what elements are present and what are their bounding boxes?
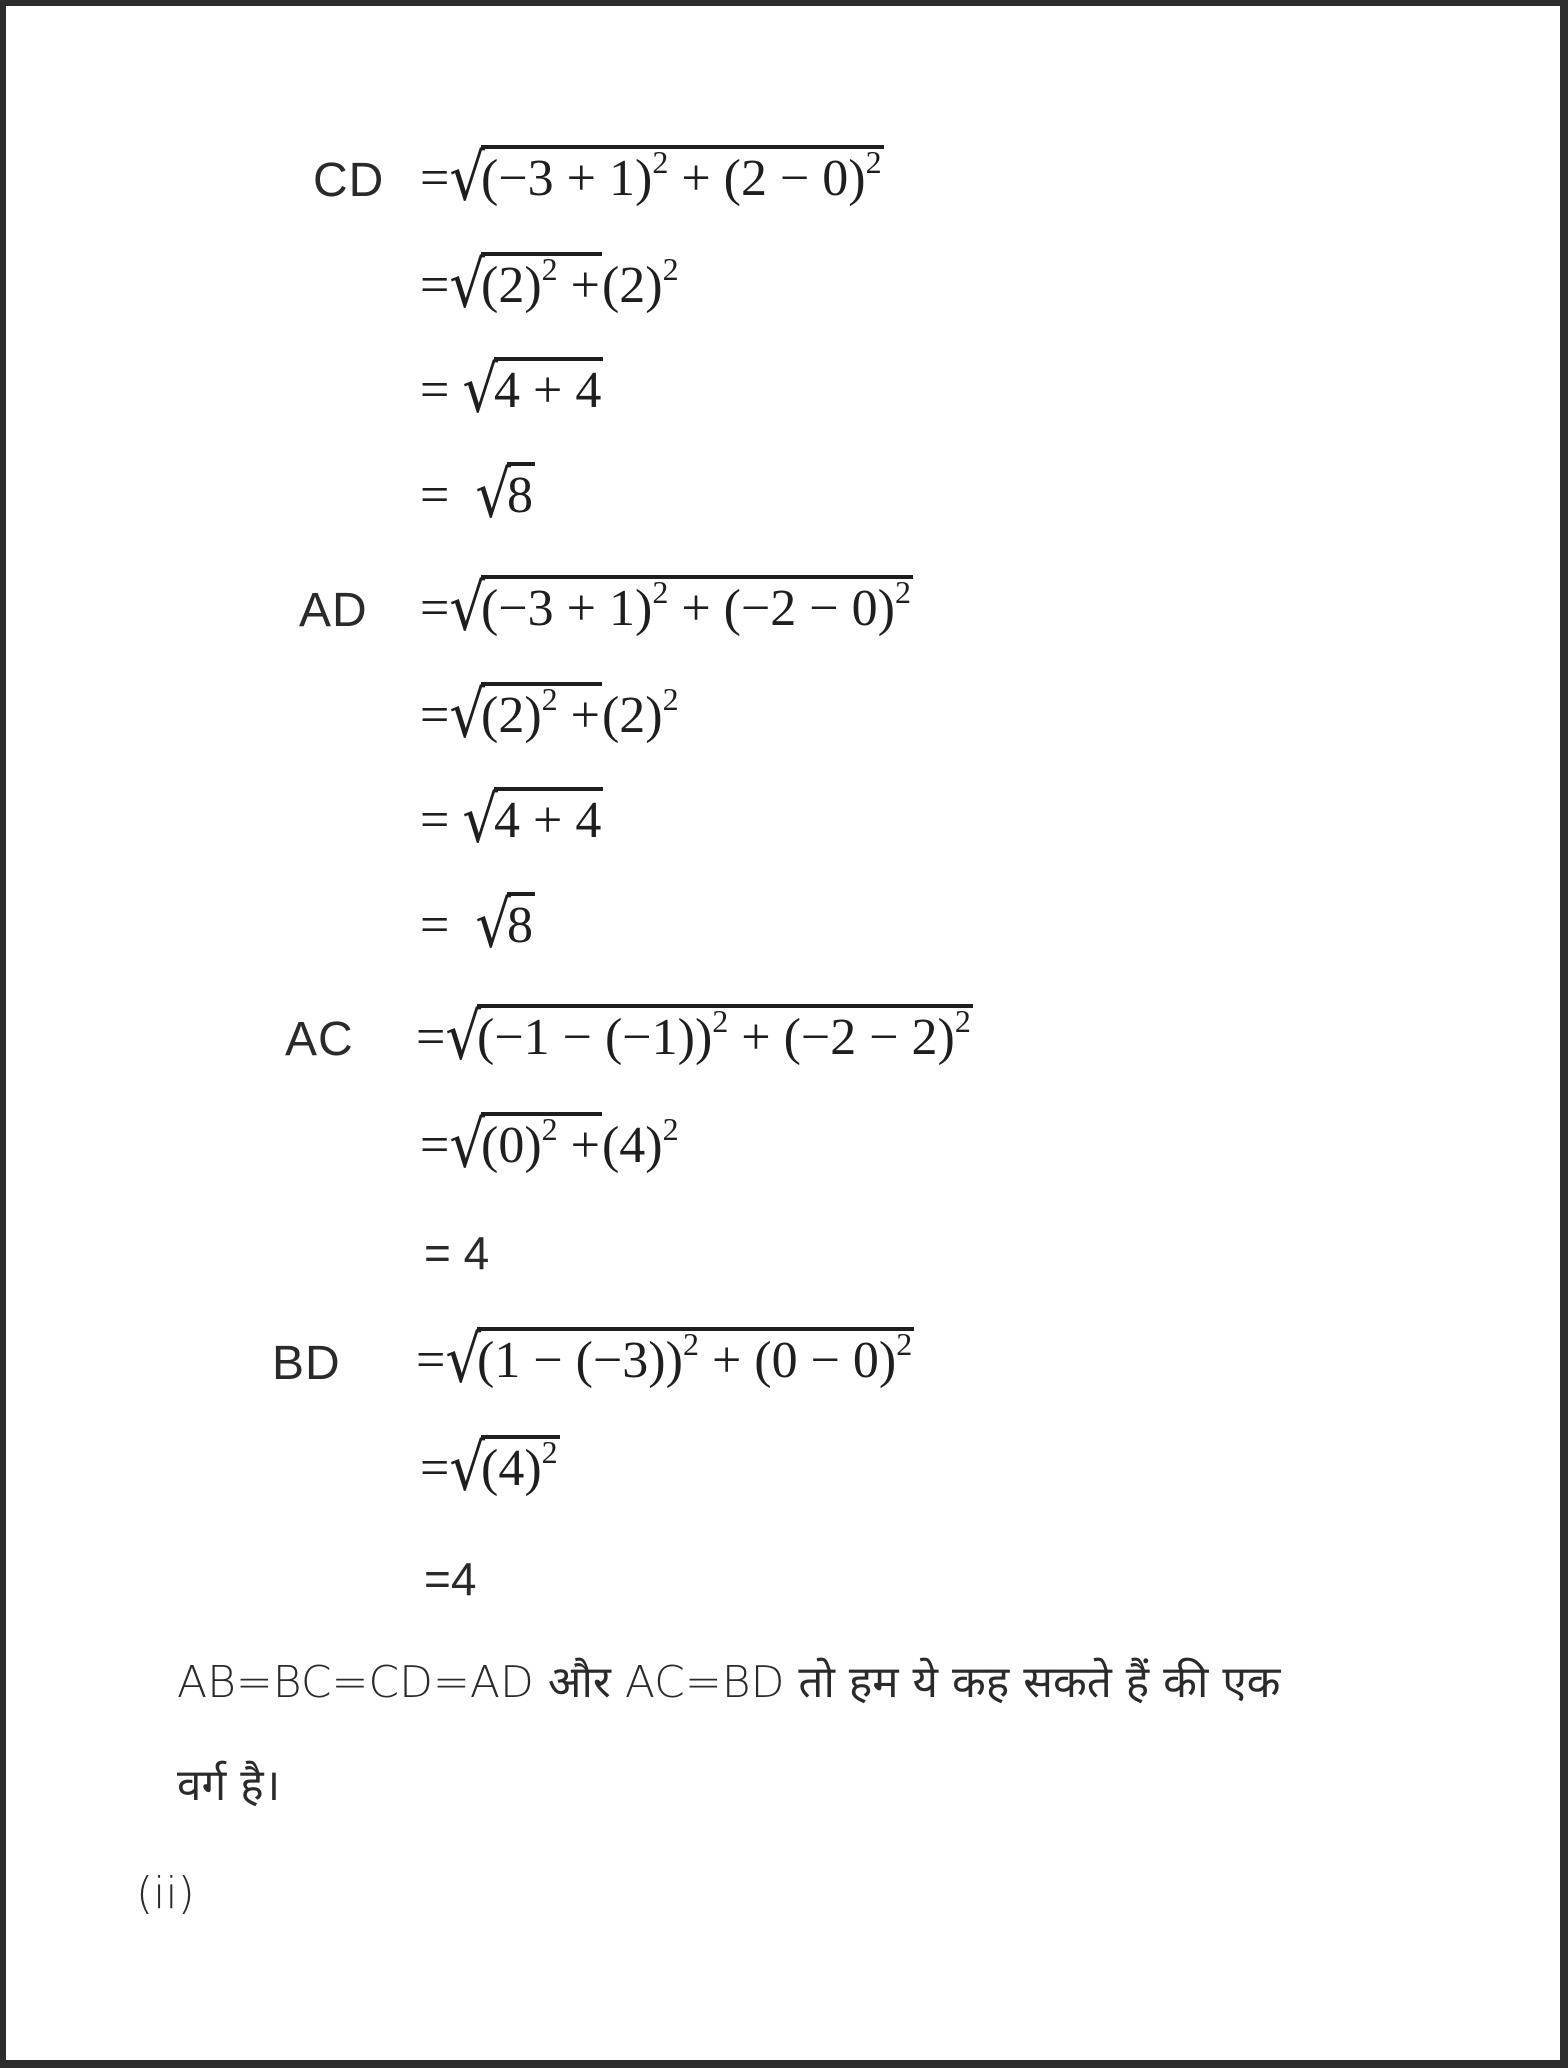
radicand: 8 bbox=[507, 892, 535, 952]
equals-sign: = bbox=[420, 687, 450, 744]
ad-step-2 bbox=[420, 677, 679, 753]
radical bbox=[449, 140, 883, 216]
document-page bbox=[6, 6, 1560, 2060]
equals-sign: = bbox=[420, 580, 450, 637]
radical-icon: √ bbox=[462, 782, 499, 858]
bd-result: =4 bbox=[424, 1553, 477, 1605]
bd-step-1 bbox=[416, 1322, 914, 1398]
radical-icon: √ bbox=[475, 457, 512, 533]
radicand: $(2)^2$ + bbox=[481, 681, 600, 744]
outside-term: $(4)^2$ bbox=[601, 1111, 679, 1174]
radicand: $(0)^2$ + bbox=[481, 1111, 600, 1174]
radical bbox=[475, 887, 535, 963]
radicand: $(2)^2$ + bbox=[481, 251, 600, 314]
radical-icon: √ bbox=[449, 1430, 486, 1506]
equals-sign: = bbox=[420, 362, 463, 419]
radical bbox=[449, 1430, 559, 1506]
outside-term: $(2)^2$ bbox=[601, 251, 679, 314]
radicand: 4 + 4 bbox=[494, 357, 603, 417]
radicand: $(-3 + 1)^2 + (-2 - 0)^2$ bbox=[481, 574, 911, 637]
radical bbox=[449, 677, 602, 753]
radical bbox=[462, 352, 603, 428]
cd-step-2 bbox=[420, 247, 679, 323]
cd-step-4 bbox=[420, 457, 535, 533]
radical bbox=[475, 457, 535, 533]
outside-term: $(2)^2$ bbox=[601, 681, 679, 744]
bd-step-2 bbox=[420, 1430, 560, 1506]
conclusion-line-1: AB=BC=CD=AD और AC=BD तो हम ये कह सकते हैं की एक bbox=[177, 1657, 1281, 1708]
radical-icon: √ bbox=[462, 352, 499, 428]
equals-sign: = bbox=[420, 467, 476, 524]
equals-sign: = bbox=[416, 1332, 446, 1389]
radical-icon: √ bbox=[449, 677, 486, 753]
cd-step-3 bbox=[420, 352, 603, 428]
ad-step-1 bbox=[420, 570, 913, 646]
equals-sign: = bbox=[420, 1440, 450, 1497]
radicand: $(-1 - (-1))^2 + (-2 - 2)^2$ bbox=[477, 1003, 971, 1066]
radical-icon: √ bbox=[449, 140, 486, 216]
radicand: $(1 - (-3))^2 + (0 - 0)^2$ bbox=[477, 1326, 913, 1389]
radical bbox=[449, 570, 913, 646]
equals-sign: = bbox=[420, 150, 450, 207]
radical bbox=[462, 782, 603, 858]
radicand: 8 bbox=[507, 462, 535, 522]
ac-result: = 4 bbox=[424, 1227, 490, 1279]
segment-label-ac: AC bbox=[285, 1013, 354, 1066]
ac-step-1 bbox=[416, 999, 973, 1075]
cd-step-1 bbox=[420, 140, 884, 216]
ad-step-4 bbox=[420, 887, 535, 963]
radical-icon: √ bbox=[449, 1107, 486, 1183]
ad-step-3 bbox=[420, 782, 603, 858]
equals-sign: = bbox=[420, 1117, 450, 1174]
equals-sign: = bbox=[420, 897, 476, 954]
radical bbox=[449, 247, 602, 323]
segment-label-cd: CD bbox=[313, 154, 385, 207]
ac-step-2 bbox=[420, 1107, 679, 1183]
equals-sign: = bbox=[420, 257, 450, 314]
equals-sign: = bbox=[420, 792, 463, 849]
radical bbox=[445, 999, 973, 1075]
radical-icon: √ bbox=[449, 247, 486, 323]
radical-icon: √ bbox=[449, 570, 486, 646]
next-part-label: (ii) bbox=[136, 1868, 195, 1919]
radical-icon: √ bbox=[445, 999, 482, 1075]
conclusion-line-2: वर्ग है। bbox=[177, 1760, 281, 1811]
radicand: $(4)^2$ bbox=[481, 1434, 558, 1497]
segment-label-ad: AD bbox=[299, 584, 368, 637]
equals-sign: = bbox=[416, 1009, 446, 1066]
radical-icon: √ bbox=[445, 1322, 482, 1398]
radical-icon: √ bbox=[475, 887, 512, 963]
radicand: $(-3 + 1)^2 + (2 - 0)^2$ bbox=[481, 144, 882, 207]
radical bbox=[449, 1107, 602, 1183]
radicand: 4 + 4 bbox=[494, 787, 603, 847]
segment-label-bd: BD bbox=[272, 1337, 341, 1390]
radical bbox=[445, 1322, 914, 1398]
